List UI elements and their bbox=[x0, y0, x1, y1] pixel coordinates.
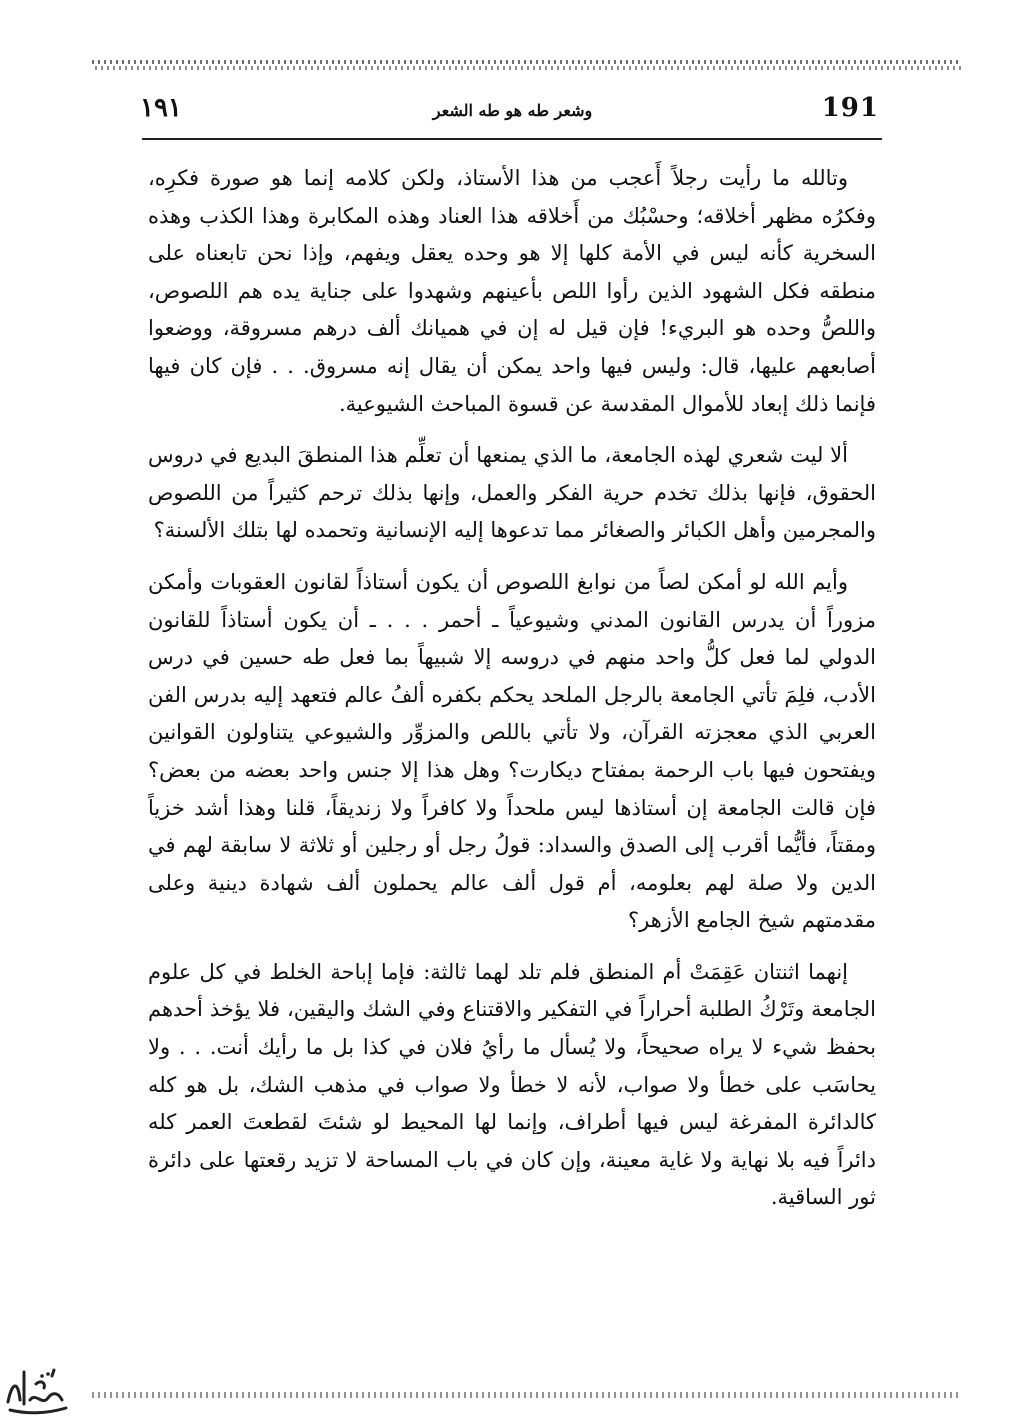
running-title: وشعر طه هو طه الشعر bbox=[432, 101, 593, 120]
watermark-calligraphy-icon bbox=[2, 1362, 72, 1420]
page-number-arabic: ١٩١ bbox=[140, 93, 182, 123]
paragraph-2: ألا ليت شعري لهذه الجامعة، ما الذي يمنعها أن تعلِّم هذا المنطقَ البديع في دروس الحقوق، فإنها بذلك تخدم حرية الفكر والعمل، وإنها بذلك ترحم كثيراً من اللصوص والمجرمين وأهل الكبائر والصغائر مما تدعوها إليه الإنسانية وتحمده لها بتلك الألسنة؟ bbox=[148, 443, 876, 543]
header-rule bbox=[142, 138, 882, 140]
page-number-latin: 191 bbox=[821, 93, 879, 123]
top-ornamental-border bbox=[92, 60, 962, 70]
paragraph-1: وتالله ما رأيت رجلاً أَعجب من هذا الأستاذ، ولكن كلامه إنما هو صورة فكرِه، وفكرُه مظهر أخلاقه؛ وحسْبُك من أَخلاقه هذا العناد وهذه المكابرة وهذا الكذب وهذه السخرية كأنه ليس في الأمة كلها إلا هو وحده يعقل ويفهم، وإذا نحن تابعناه على منطقه فكل الشهود الذين رأوا اللص بأعينهم وشهدوا على جناية يده هم اللصوص، واللصُّ وحده هو البريء! فإن قيل له إن في هميانك ألف درهم مسروقة، ووضعوا أصابعهم عليها، قال: وليس فيها واحد يمكن أن يقال إنه مسروق. . . فإن كان فيها فإنما ذلك إبعاد للأموال المقدسة عن قسوة المباحث الشيوعية. bbox=[148, 166, 876, 416]
body-text bbox=[148, 160, 876, 1231]
paragraph-3: وأيم الله لو أمكن لصاً من نوابغ اللصوص أن يكون أستاذاً لقانون العقوبات وأمكن مزوراً أن يدرس القانون المدني وشيوعياً ـ أحمر . . . ـ أن يكون أستاذاً للقانون الدولي لما فعل كلُّ واحد منهم في دروسه إلا شبيهاً بما فعل طه حسين في درس الأدب، فلِمَ تأتي الجامعة بالرجل الملحد يحكم بكفره ألفُ عالم فتعهد إليه بدرس الفن العربي الذي معجزته القرآن، ولا تأتي باللص والمزوِّر والشيوعي يتناولون القوانين ويفتحون فيها باب الرحمة بمفتاح ديكارت؟ وهل هذا إلا جنس واحد بعضه من بعض؟ فإن قالت الجامعة إن أستاذها ليس ملحداً ولا كافراً ولا زنديقاً، قلنا وهذا أشد خزياً ومقتاً، فأيُّما أقرب إلى الصدق والسداد: قولُ رجل أو رجلين أو ثلاثة لا سابقة لهم في الدين ولا صلة لهم بعلومه، أم قول ألف عالم يحملون ألف شهادة دينية وعلى مقدمتهم شيخ الجامع الأزهر؟ bbox=[148, 569, 876, 933]
bottom-ornamental-border bbox=[92, 1392, 962, 1398]
watermark-logo bbox=[2, 1362, 72, 1420]
paragraph-4: إنهما اثنتان عَقِمَتْ أم المنطق فلم تلد لهما ثالثة: فإما إباحة الخلط في كل علوم الجامعة وتَرْكُ الطلبة أحراراً في التفكير والاقتناع وفي الشك واليقين، فلا يؤخذ أحدهم بحفظ شيء لا يراه صحيحاً، ولا يُسأل ما رأيُ فلان في كذا بل ما رأيك أنت. . . ولا يحاسَب على خطأ ولا صواب، لأنه لا خطأ ولا صواب في مذهب الشك، بل هو كله كالدائرة المفرغة ليس فيها أطراف، وإنما لها المحيط لو شئتَ لقطعتَ العمر كله دائراً فيه بلا نهاية ولا غاية معينة، وإن كان في باب المساحة لا تزيد رقعتها على دائرة ثور الساقية. bbox=[148, 959, 876, 1210]
page-header bbox=[140, 93, 885, 133]
